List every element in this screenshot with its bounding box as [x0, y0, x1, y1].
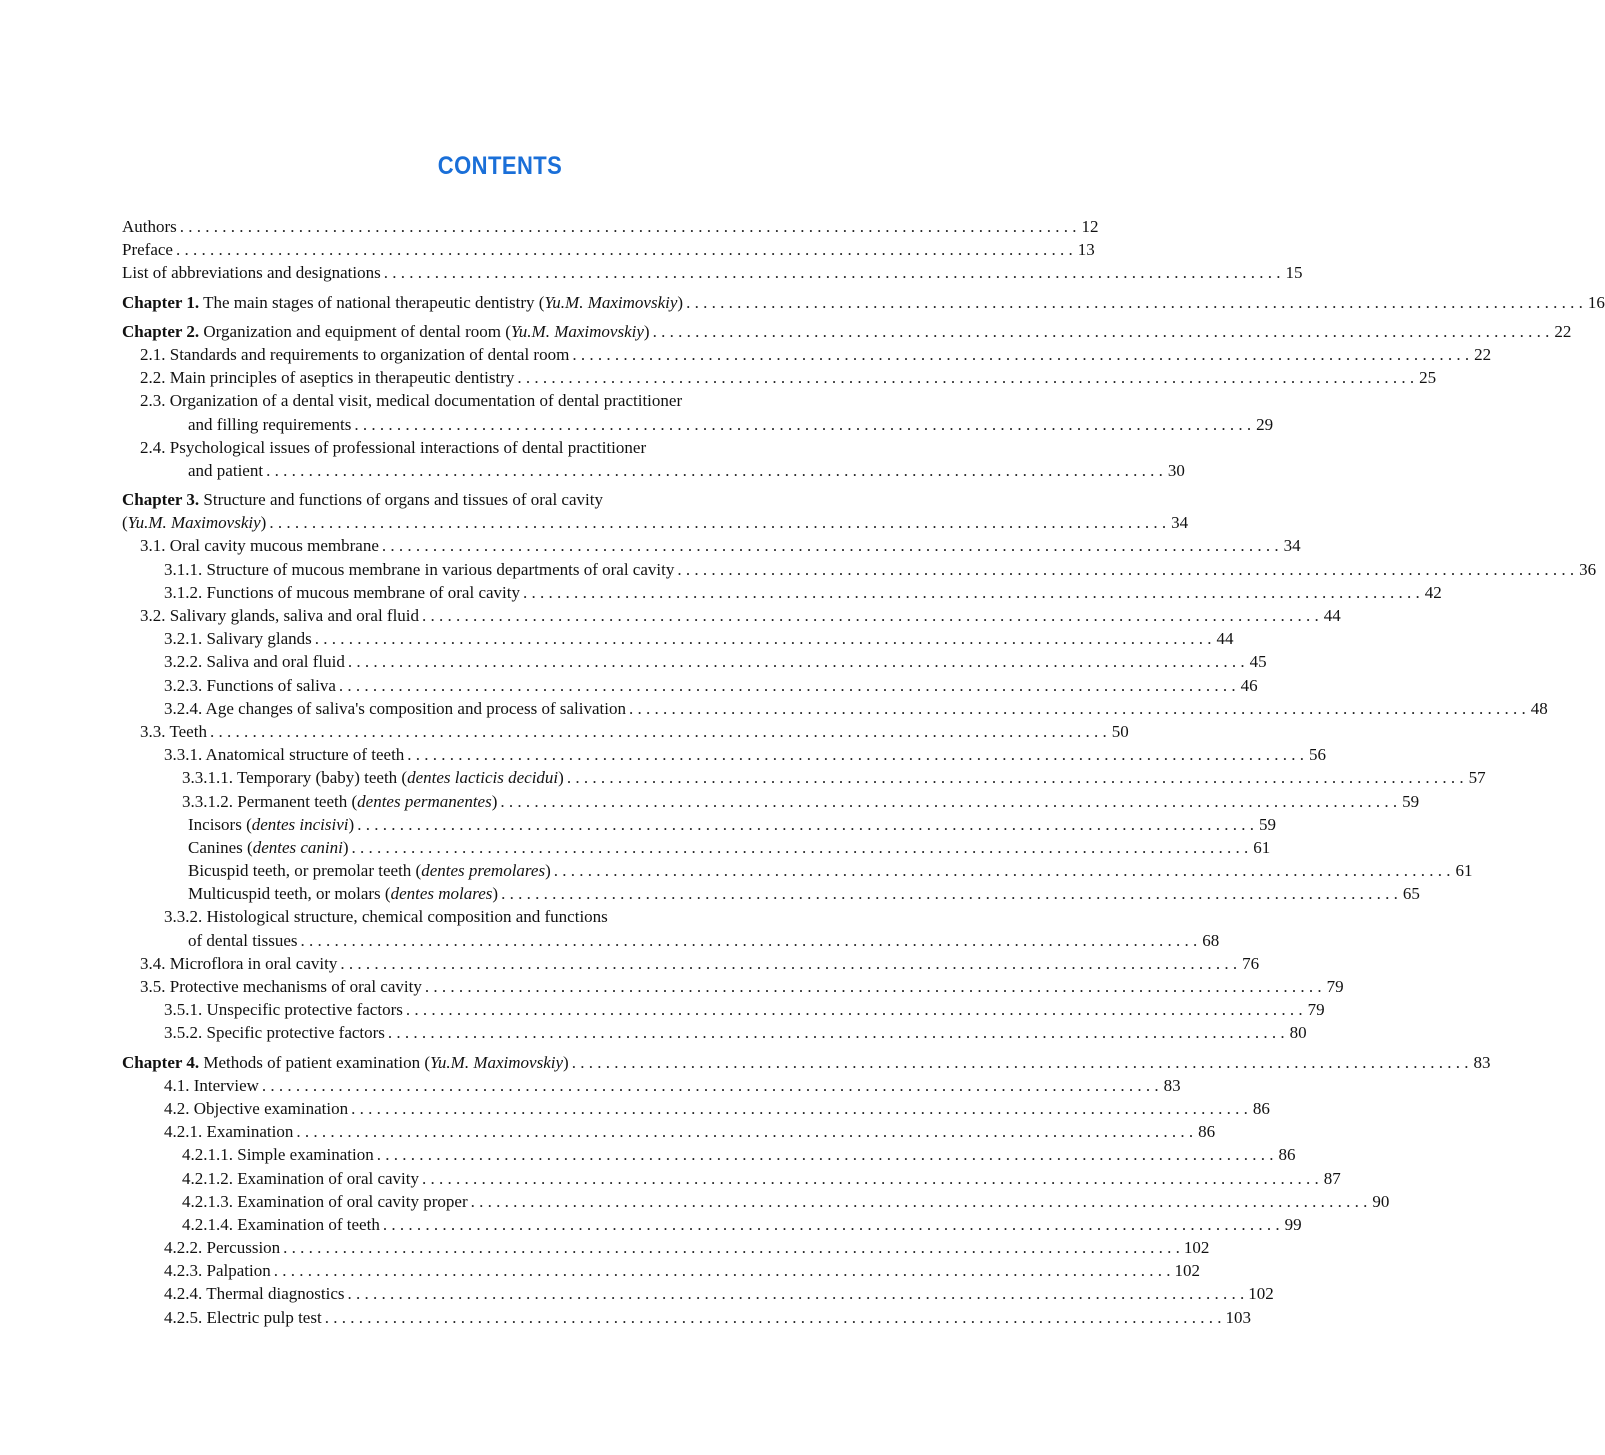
toc-entry-title: Preface — [122, 240, 173, 260]
toc-entry-title: and filling requirements — [188, 414, 352, 434]
toc-entry — [122, 1282, 1274, 1305]
toc-entry-title: 4.2.1.3. Examination of oral cavity proper — [182, 1191, 468, 1211]
leader-dots — [176, 238, 1073, 261]
toc-entry-title: Bicuspid teeth, or premolar teeth (dentes premolares) — [188, 861, 551, 881]
toc-entry — [122, 859, 1473, 882]
leader-dots — [301, 929, 1198, 952]
page-number: 30 — [1167, 460, 1185, 480]
leader-dots — [269, 511, 1166, 534]
toc-entry-title: 3.3.2. Histological structure, chemical composition and functions — [164, 907, 608, 927]
leader-dots — [296, 1120, 1193, 1143]
toc-entry — [122, 291, 1605, 314]
leader-dots — [262, 1074, 1159, 1097]
leader-dots — [501, 882, 1398, 905]
page-number: 42 — [1424, 582, 1442, 602]
table-of-contents — [122, 215, 1605, 1329]
chapter-label: Chapter 1. — [122, 292, 200, 312]
leader-dots — [425, 975, 1322, 998]
leader-dots — [315, 627, 1212, 650]
page-number: 59 — [1402, 791, 1420, 811]
toc-entry — [122, 1120, 1216, 1143]
chapter-label: Chapter 3. — [122, 490, 200, 510]
toc-entry-title: 4.2.2. Percussion — [164, 1238, 281, 1258]
page-number: 48 — [1530, 698, 1548, 718]
toc-entry — [122, 261, 1303, 284]
toc-entry-title: 3.5. Protective mechanisms of oral cavity — [140, 977, 422, 996]
leader-dots — [471, 1190, 1368, 1213]
leader-dots — [340, 952, 1237, 975]
toc-entry — [122, 1190, 1390, 1213]
toc-entry-title: 3.2. Salivary glands, saliva and oral fluid — [140, 606, 420, 625]
toc-entry-title: Chapter 2. Organization and equipment of dental room (Yu.M. Maximovskiy) — [122, 321, 650, 341]
toc-entry — [122, 238, 1095, 261]
toc-entry — [122, 790, 1420, 813]
page-number: 25 — [1419, 368, 1437, 388]
leader-dots — [339, 674, 1236, 697]
toc-entry — [122, 366, 1437, 389]
leader-dots — [517, 366, 1414, 389]
leader-dots — [348, 1282, 1245, 1305]
toc-entry — [122, 1051, 1491, 1074]
toc-entry — [122, 320, 1572, 343]
leader-dots — [422, 1167, 1319, 1190]
page-number: 80 — [1289, 1023, 1307, 1043]
chapter-label: Chapter 2. — [122, 321, 200, 341]
toc-entry — [122, 343, 1492, 366]
page-number: 59 — [1258, 814, 1276, 834]
toc-entry — [122, 1213, 1302, 1236]
leader-dots — [352, 836, 1249, 859]
leader-dots — [629, 697, 1526, 720]
page-number: 86 — [1252, 1098, 1270, 1118]
toc-entry — [122, 1167, 1341, 1190]
page-number: 45 — [1249, 652, 1267, 672]
toc-entry-title: Canines (dentes canini) — [188, 837, 349, 857]
toc-entry — [122, 389, 856, 412]
leader-dots — [354, 413, 1251, 436]
toc-entry — [122, 627, 1234, 650]
page-number: 36 — [1579, 559, 1597, 579]
toc-entry — [122, 674, 1258, 697]
page-number: 13 — [1077, 240, 1095, 260]
toc-entry — [122, 604, 1341, 627]
page-number: 61 — [1455, 861, 1473, 881]
page-number: 90 — [1372, 1191, 1390, 1211]
page-number: 79 — [1326, 977, 1344, 996]
leader-dots — [274, 1259, 1171, 1282]
page-number: 44 — [1323, 606, 1341, 625]
toc-entry — [122, 1074, 1181, 1097]
page-number: 22 — [1554, 321, 1572, 341]
toc-entry-title: 3.3.1.2. Permanent teeth (dentes permanentes) — [182, 791, 498, 811]
leader-dots — [572, 1051, 1469, 1074]
toc-entry-title: 3.2.2. Saliva and oral fluid — [164, 652, 345, 672]
leader-dots — [388, 1021, 1285, 1044]
leader-dots — [266, 459, 1163, 482]
page-number: 57 — [1468, 768, 1486, 788]
toc-entry-title: 3.1.2. Functions of mucous membrane of oral cavity — [164, 582, 520, 602]
toc-entry-title: and patient — [188, 460, 264, 480]
leader-dots — [554, 859, 1451, 882]
page-number: 65 — [1402, 884, 1420, 904]
toc-entry-title: Incisors (dentes incisivi) — [188, 814, 355, 834]
toc-entry-title: 3.3. Teeth — [140, 721, 207, 741]
toc-entry-title: 4.2.1.1. Simple examination — [182, 1145, 374, 1165]
page-number: 46 — [1240, 675, 1258, 695]
toc-entry-title: 3.2.3. Functions of saliva — [164, 675, 336, 695]
toc-entry — [122, 929, 1220, 952]
page-title: CONTENTS — [437, 152, 563, 180]
page-number: 86 — [1198, 1122, 1216, 1142]
page-number: 99 — [1284, 1214, 1302, 1234]
leader-dots — [572, 343, 1469, 366]
toc-entry — [122, 813, 1276, 836]
toc-entry — [122, 1097, 1270, 1120]
toc-entry — [122, 534, 1301, 557]
toc-entry — [122, 1236, 1210, 1259]
toc-entry-title: 4.1. Interview — [164, 1075, 259, 1095]
toc-entry-title: 3.3.1. Anatomical structure of teeth — [164, 745, 405, 765]
toc-entry — [122, 650, 1267, 673]
page-number: 12 — [1081, 217, 1099, 236]
leader-dots — [407, 743, 1304, 766]
toc-entry — [122, 1259, 1200, 1282]
toc-entry-title: List of abbreviations and designations — [122, 263, 381, 283]
toc-entry — [122, 720, 1129, 743]
page-number: 102 — [1248, 1284, 1274, 1304]
toc-entry — [122, 1143, 1296, 1166]
toc-entry — [122, 766, 1486, 789]
toc-entry — [122, 882, 1420, 905]
toc-entry — [122, 1021, 1307, 1044]
toc-entry-title: 4.2.1. Examination — [164, 1122, 294, 1142]
toc-entry-title: 2.4. Psychological issues of professional interactions of dental practitioner — [140, 437, 647, 457]
leader-dots — [357, 813, 1254, 836]
leader-dots — [180, 215, 1077, 238]
toc-entry-title: 3.5.2. Specific protective factors — [164, 1023, 385, 1043]
leader-dots — [406, 998, 1303, 1021]
toc-entry — [122, 1306, 1251, 1329]
toc-entry-title: 4.2.1.4. Examination of teeth — [182, 1214, 380, 1234]
toc-entry-title: 2.3. Organization of a dental visit, medical documentation of dental practitioner — [140, 391, 683, 411]
toc-entry — [122, 952, 1260, 975]
toc-entry-title: 3.3.1.1. Temporary (baby) teeth (dentes lacticis decidui) — [182, 768, 564, 788]
toc-entry — [122, 836, 1271, 859]
toc-entry-title: Authors — [122, 217, 177, 236]
leader-dots — [210, 720, 1107, 743]
leader-dots — [383, 1213, 1280, 1236]
page-number: 50 — [1111, 721, 1129, 741]
toc-entry — [122, 459, 1185, 482]
toc-entry — [122, 697, 1548, 720]
toc-entry — [122, 998, 1325, 1021]
leader-dots — [283, 1236, 1180, 1259]
leader-dots — [567, 766, 1464, 789]
page-number: 87 — [1323, 1168, 1341, 1188]
page-number: 34 — [1283, 536, 1301, 556]
toc-entry — [122, 975, 1344, 998]
page-number: 103 — [1225, 1307, 1251, 1327]
leader-dots — [382, 534, 1279, 557]
page-number: 76 — [1242, 953, 1260, 973]
leader-dots — [325, 1306, 1222, 1329]
toc-entry — [122, 436, 856, 459]
page-number: 15 — [1285, 263, 1303, 283]
toc-entry — [122, 743, 1327, 766]
leader-dots — [348, 650, 1245, 673]
page-number: 83 — [1163, 1075, 1181, 1095]
toc-entry — [122, 215, 1099, 238]
toc-entry-title: (Yu.M. Maximovskiy) — [122, 513, 267, 533]
toc-entry-title: Chapter 1. The main stages of national therapeutic dentistry (Yu.M. Maximovskiy) — [122, 292, 684, 312]
toc-entry-title: 4.2.4. Thermal diagnostics — [164, 1284, 345, 1304]
page-number: 102 — [1174, 1261, 1200, 1281]
toc-entry-title: 3.2.4. Age changes of saliva's composition and process of salivation — [164, 698, 626, 718]
page-number: 29 — [1256, 414, 1274, 434]
leader-dots — [523, 581, 1420, 604]
toc-entry — [122, 413, 1274, 436]
chapter-label: Chapter 4. — [122, 1052, 200, 1072]
page-number: 44 — [1216, 629, 1234, 649]
page-number: 86 — [1278, 1145, 1296, 1165]
toc-entry-title: 3.5.1. Unspecific protective factors — [164, 1000, 403, 1020]
page-number: 56 — [1309, 745, 1327, 765]
toc-entry-title: 4.2.1.2. Examination of oral cavity — [182, 1168, 419, 1188]
toc-entry-title: 2.1. Standards and requirements to organization of dental room — [140, 344, 570, 364]
leader-dots — [422, 604, 1319, 627]
leader-dots — [686, 291, 1583, 314]
toc-entry-title: 2.2. Main principles of aseptics in therapeutic dentistry — [140, 368, 515, 388]
page-number: 79 — [1307, 1000, 1325, 1020]
toc-entry-title: 3.4. Microflora in oral cavity — [140, 953, 338, 973]
toc-entry-title: 4.2.3. Palpation — [164, 1261, 271, 1281]
toc-entry-title: Multicuspid teeth, or molars (dentes molares) — [188, 884, 499, 904]
toc-entry-title: 3.2.1. Salivary glands — [164, 629, 312, 649]
page-number: 22 — [1474, 344, 1492, 364]
toc-entry-title: Chapter 4. Methods of patient examination (Yu.M. Maximovskiy) — [122, 1052, 569, 1072]
toc-entry-title: 4.2.5. Electric pulp test — [164, 1307, 322, 1327]
toc-entry-title: 3.1.1. Structure of mucous membrane in various departments of oral cavity — [164, 559, 675, 579]
toc-entry — [122, 511, 1189, 534]
page-number: 16 — [1587, 292, 1605, 312]
toc-entry-title: 3.1. Oral cavity mucous membrane — [140, 536, 379, 556]
toc-entry-title: of dental tissues — [188, 930, 298, 950]
page-number: 34 — [1171, 513, 1189, 533]
page-number: 102 — [1183, 1238, 1210, 1258]
leader-dots — [384, 261, 1281, 284]
leader-dots — [377, 1143, 1274, 1166]
toc-entry — [122, 488, 856, 511]
toc-entry — [122, 558, 1597, 581]
toc-entry-title: 4.2. Objective examination — [164, 1098, 349, 1118]
toc-entry — [122, 581, 1442, 604]
toc-entry-title: Chapter 3. Structure and functions of organs and tissues of oral cavity — [122, 490, 603, 510]
leader-dots — [500, 790, 1397, 813]
leader-dots — [677, 558, 1574, 581]
page-number: 68 — [1202, 930, 1220, 950]
toc-entry — [122, 905, 856, 928]
leader-dots — [351, 1097, 1248, 1120]
leader-dots — [653, 320, 1550, 343]
page-number: 83 — [1473, 1052, 1491, 1072]
page-number: 61 — [1253, 837, 1271, 857]
